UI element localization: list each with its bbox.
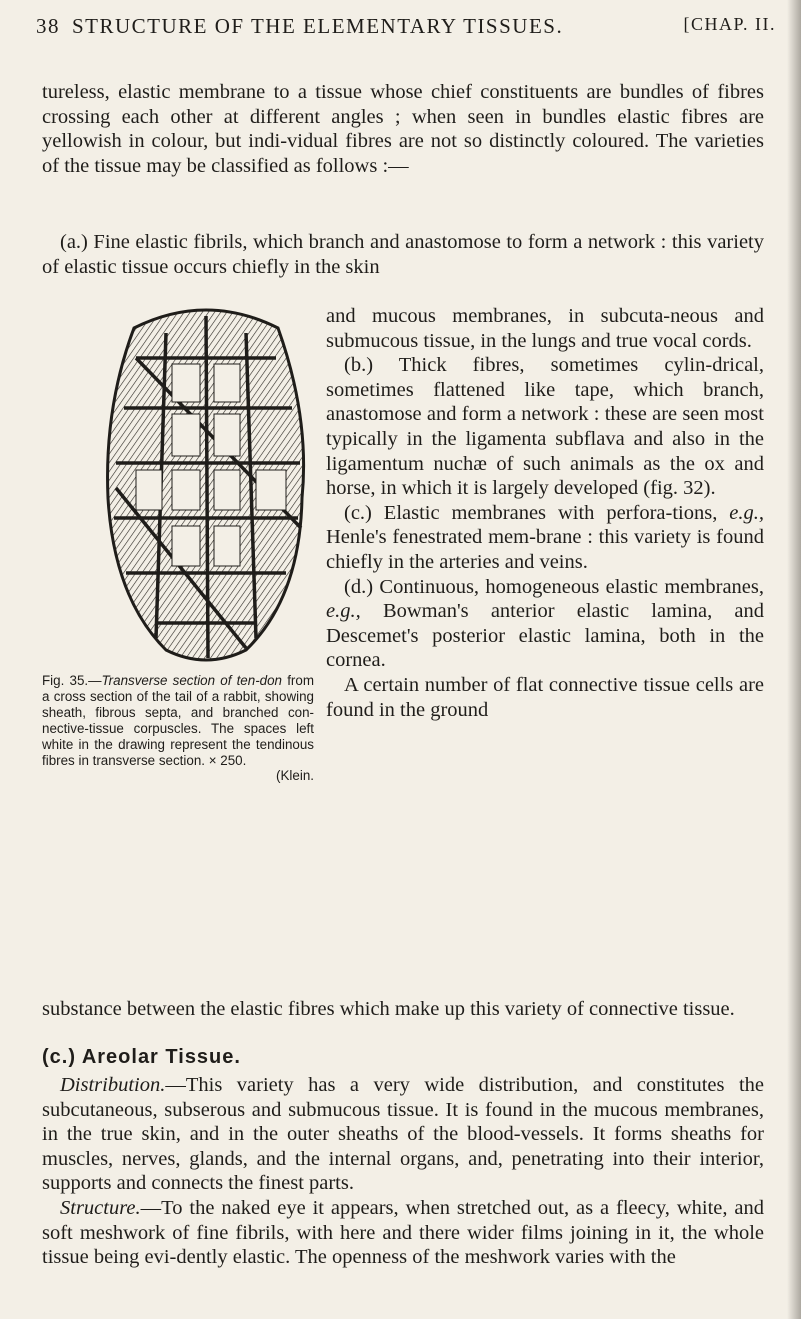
caption-label: Fig. 35.— [42,673,102,688]
figure-caption [42,673,314,784]
item-d-rest: Bowman's anterior elastic lamina, and Descemet's posterior elastic lamina, both in the cornea. [326,600,765,672]
caption-title: Transverse section of ten-don [101,673,283,688]
caption-text: from a cross section of the tail of a rabbit, showing sheath, fibrous septa, and branched con-nective-tissue corpuscles. The spaces left white in the drawing represent the tendinous fibres in transverse section. × 250. [42,673,314,768]
item-c-label: (c.) Elastic membranes with perfora-tions, [344,501,718,524]
item-d-eg: e.g., [326,600,361,623]
distribution-text: —This variety has a very wide distribution, and constitutes the subcutaneous, subserous and submucous tissue. It is found in the mucous membranes, in the true skin, and in the outer sheaths of the blood-vessels. It forms sheaths for muscles, nerves, glands, and the internal organs, and, penetrating into their interior, supports and connects the finest parts. [42,1074,764,1195]
figure-35-illustration [96,298,314,670]
item-d-label: (d.) Continuous, homogeneous elastic membranes, [344,575,764,598]
structure-label: Structure. [60,1197,141,1219]
tendon-section-drawing [96,298,314,670]
distribution-label: Distribution. [60,1074,166,1096]
item-b-paragraph: (b.) Thick fibres, sometimes cylin-drical, sometimes flattened like tape, which branch, anastomose and form a network : these are seen most typically in the ligamenta subflava and also in the ligamentum nuchæ of such animals as the ox and horse, in which it is largely developed (fig. 32). [326,354,764,500]
item-d-note-start: A certain number of flat connective tissue cells are found in the ground [326,673,764,721]
page-edge-shadow [787,0,801,1319]
structure-text: —To the naked eye it appears, when stretched out, as a fleecy, white, and soft meshwork of fine fibrils, with here and there wider films joining in it, the whole tissue being evi-dently elastic. The openness of the meshwork varies with the [42,1197,764,1269]
item-c-eg: e.g., [729,501,764,524]
right-column [326,304,764,722]
intro-paragraph: tureless, elastic membrane to a tissue whose chief constituents are bundles of fibres crossing each other at different angles ; when seen in bundles elastic fibres are yellowish in colour, but indi-vidual fibres are not so distinctly coloured. The varieties of the tissue may be classified as follows :— [42,81,764,177]
item-a-paragraph [42,230,764,279]
running-title: STRUCTURE OF THE ELEMENTARY TISSUES. [72,14,564,38]
chapter-label: [CHAP. II. [683,14,776,34]
item-a-continuation: and mucous membranes, in subcuta-neous and submucous tissue, in the lungs and true vocal cords. [326,305,764,352]
running-header [36,14,776,48]
item-d-paragraph [326,575,764,673]
structure-paragraph [42,1196,764,1270]
distribution-paragraph [42,1073,764,1196]
page-number: 38 [36,14,60,38]
item-c-paragraph [326,501,764,575]
section-heading: (c.) Areolar Tissue. [42,1046,241,1068]
item-a-text: (a.) Fine elastic fibrils, which branch and anastomose to form a network : this variety of elastic tissue occurs chiefly in the skin [42,231,764,278]
item-d-note-end: substance between the elastic fibres which make up this variety of connective tissue. [42,998,735,1020]
item-c-rest: Henle's fenestrated mem-brane : this variety is found chiefly in the arteries and veins. [326,526,764,573]
caption-credit: (Klein. [276,768,314,784]
